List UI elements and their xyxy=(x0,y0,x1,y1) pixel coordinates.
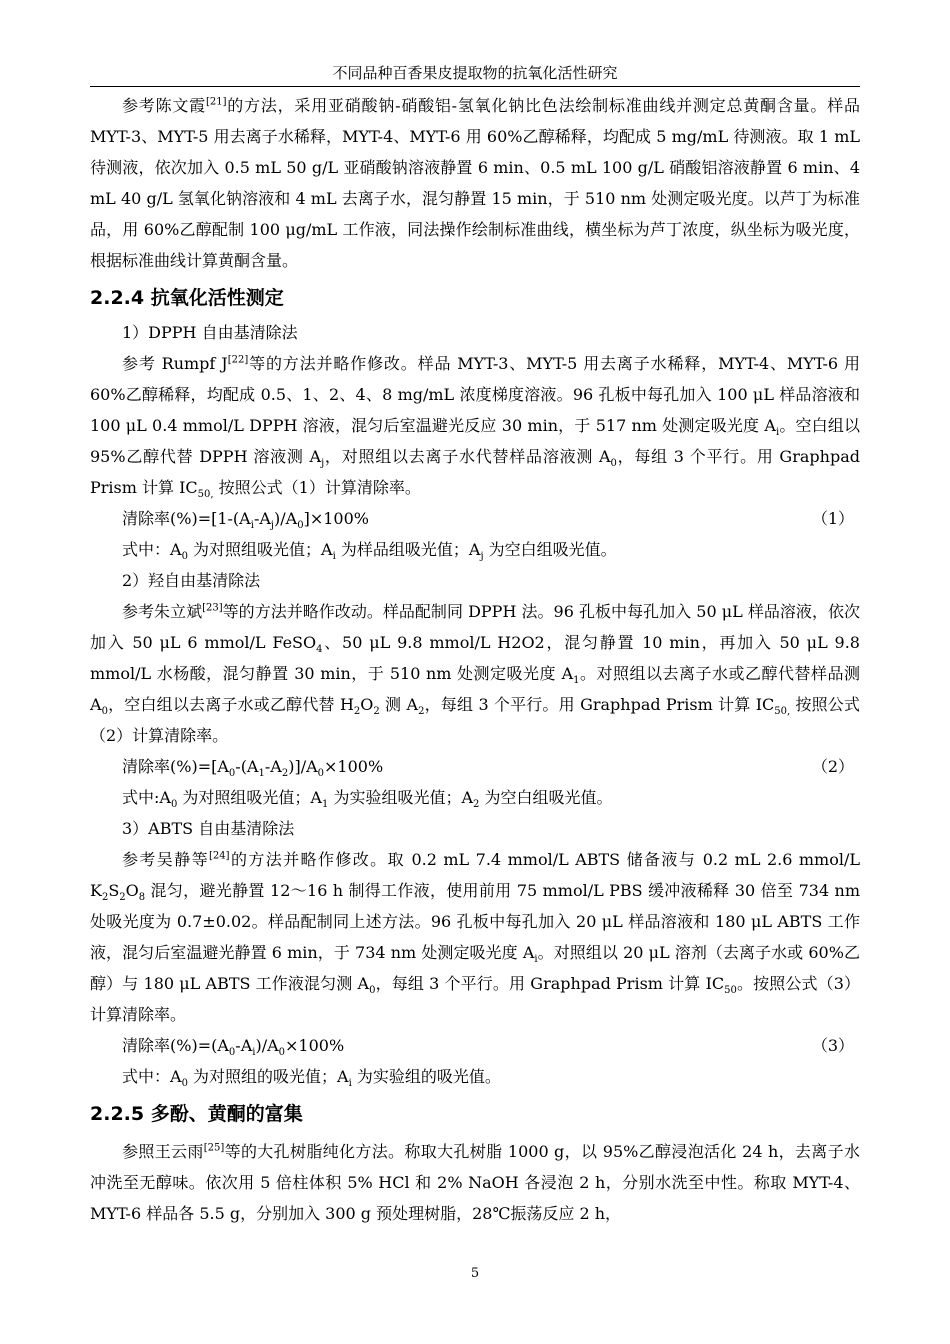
running-header: 不同品种百香果皮提取物的抗氧化活性研究 xyxy=(332,64,618,82)
text-run: S xyxy=(108,881,120,900)
text-run: ]×100% xyxy=(303,509,369,528)
subscript: 50 xyxy=(724,985,737,997)
paragraph xyxy=(90,1136,860,1229)
text-run: O xyxy=(125,881,139,900)
subscript: j xyxy=(321,458,325,470)
text-line xyxy=(90,534,860,565)
text-run: )]/A xyxy=(288,757,318,776)
subscript: 0 xyxy=(170,799,178,811)
subscript: i xyxy=(534,954,538,966)
subscript: j xyxy=(480,551,484,563)
text-run: 为实验组吸光值；A xyxy=(328,788,474,807)
text-run: 。空白组以 95%乙醇代替 DPPH 溶液测 A xyxy=(90,416,860,466)
text-run: 1）DPPH 自由基清除法 xyxy=(122,323,298,342)
subscript: j xyxy=(270,520,275,532)
text-run: 等的方法并略作修改。样品 MYT-3、MYT-5 用去离子水稀释，MYT-4、MYT-6 用 60%乙醇稀释，均配成 0.5、1、2、4、8 mg/mL 浓度梯度溶液。96 孔板中每孔加入 100 μL 样品溶液和 100 μL 0.4 mmol/L DPPH 溶液，混匀后室温避光反应 30 min，于 517 nm 处测定吸光度 A xyxy=(90,354,860,435)
subscript: 0 xyxy=(181,1078,188,1090)
citation-ref: [24] xyxy=(209,850,230,862)
subscript: 0 xyxy=(228,768,236,780)
text-run: 为对照组吸光值；A xyxy=(177,788,322,807)
text-line xyxy=(90,813,860,844)
subscript: i xyxy=(348,1078,352,1090)
subscript: 2 xyxy=(281,768,289,780)
citation-ref: [21] xyxy=(205,96,227,108)
text-run: 按照公式（1）计算清除率。 xyxy=(213,478,421,497)
text-run: 式中：A xyxy=(122,1067,182,1086)
text-line xyxy=(90,1061,860,1092)
citation-ref: [25] xyxy=(203,1142,225,1154)
paragraph xyxy=(90,348,860,503)
text-run: 清除率(%)=[1-(A xyxy=(122,509,251,528)
header-rule xyxy=(90,86,860,87)
text-run: 2）羟自由基清除法 xyxy=(122,571,261,590)
text-run: 参照王云雨 xyxy=(122,1142,204,1161)
text-run: 混匀，避光静置 12～16 h 制得工作液，使用前用 75 mmol/L PBS 缓冲液稀释 30 倍至 734 nm 处吸光度为 0.7±0.02。样品配制同上述方法。96 孔板中每孔加入 20 μL 样品溶液和 180 μL ABTS 工作液，混匀后室温避光静置 6 min，于 734 nm 处测定吸光度 A xyxy=(90,881,860,962)
text-run: 3）ABTS 自由基清除法 xyxy=(122,819,295,838)
text-run: ，空白组以去离子水或乙醇代替 H xyxy=(107,695,354,714)
text-run: 参考朱立斌 xyxy=(122,602,203,621)
equation-formula xyxy=(122,503,369,534)
equation-formula xyxy=(122,751,383,782)
subscript: 2 xyxy=(418,706,425,718)
equation-number: （3） xyxy=(811,1036,854,1055)
text-run: -A xyxy=(253,509,271,528)
citation-ref: [22] xyxy=(227,354,249,366)
text-run: 参考吴静等 xyxy=(122,850,210,869)
text-run: 。对照组以去离子水或乙醇代替样品测 A xyxy=(90,664,860,714)
subscript: 0 xyxy=(610,458,617,470)
subscript: 8 xyxy=(138,892,146,904)
text-run: ，每组 3 个平行。用 Graphpad Prism 计算 IC xyxy=(424,695,775,714)
subscript: 0 xyxy=(228,1047,236,1059)
subscript: 2 xyxy=(353,706,361,718)
subscript: i xyxy=(252,1047,256,1059)
section-heading xyxy=(90,1092,860,1136)
subscript: 1 xyxy=(573,675,580,687)
subscript: i xyxy=(775,427,780,439)
section-heading xyxy=(90,276,860,317)
text-run: O xyxy=(360,695,374,714)
text-run: 。按照公式（3）计算清除率。 xyxy=(90,974,860,1024)
subscript: 50, xyxy=(197,489,214,501)
equation xyxy=(90,503,860,534)
text-run: ×100% xyxy=(324,757,384,776)
text-line xyxy=(90,782,860,813)
text-run: 为空白组吸光值。 xyxy=(483,540,617,559)
text-run: 式中:A xyxy=(122,788,171,807)
subscript: 2 xyxy=(473,799,480,811)
page-number: 5 xyxy=(470,1266,480,1281)
subscript: 0 xyxy=(317,768,325,780)
text-run: 参考陈文霞 xyxy=(122,96,206,115)
subscript: 0 xyxy=(369,985,376,997)
equation-number: （1） xyxy=(811,509,854,528)
subscript: 1 xyxy=(321,799,329,811)
subscript: 0 xyxy=(181,551,188,563)
text-run: 清除率(%)=[A xyxy=(122,757,229,776)
text-run: 为空白组吸光值。 xyxy=(479,788,613,807)
text-run: 。对照组以 20 μL 溶剂（去离子水或 60%乙醇）与 180 μL ABTS 工作液混匀测 A xyxy=(90,943,860,993)
subscript: 0 xyxy=(278,1047,286,1059)
text-run: -A xyxy=(235,1036,253,1055)
text-run: 、50 μL 9.8 mmol/L H2O2，混匀静置 10 min，再加入 50 μL 9.8 mmol/L 水杨酸，混匀静置 30 min，于 510 nm 处测定吸光度 A xyxy=(90,633,860,683)
equation xyxy=(90,1030,860,1061)
text-run: 式中：A xyxy=(122,540,182,559)
text-run: 为对照组的吸光值；A xyxy=(187,1067,349,1086)
subscript: 0 xyxy=(297,520,304,532)
text-run: -(A xyxy=(235,757,259,776)
text-run: -A xyxy=(264,757,282,776)
subscript: 50, xyxy=(774,706,791,718)
citation-ref: [23] xyxy=(202,602,223,614)
subscript: 2 xyxy=(101,892,109,904)
equation-number: （2） xyxy=(811,757,854,776)
paragraph xyxy=(90,596,860,751)
text-run: 测 A xyxy=(379,695,419,714)
text-run: 等的大孔树脂纯化方法。称取大孔树脂 1000 g，以 95%乙醇浸泡活化 24 h，去离子水冲洗至无醇味。依次用 5 倍柱体积 5% HCl 和 2% NaOH 各浸泡 2 h，分别水洗至中性。称取 MYT-4、MYT-6 样品各 5.5 g，分别加入 300 g 预处理树脂，28℃振荡反应 2 h， xyxy=(90,1142,860,1223)
document-body xyxy=(90,90,860,1229)
text-run: )/A xyxy=(255,1036,279,1055)
text-run: 等的方法并略作改动。样品配制同 DPPH 法。96 孔板中每孔加入 50 μL 样品溶液，依次加入 50 μL 6 mmol/L FeSO xyxy=(90,602,860,652)
text-run: 参考 Rumpf J xyxy=(122,354,228,373)
subscript: 1 xyxy=(258,768,265,780)
text-run: 为实验组的吸光值。 xyxy=(351,1067,501,1086)
equation-formula xyxy=(122,1030,344,1061)
text-run: 2.2.4 抗氧化活性测定 xyxy=(90,287,284,309)
text-run: 为样品组吸光值；A xyxy=(335,540,481,559)
text-run: ×100% xyxy=(285,1036,345,1055)
paragraph xyxy=(90,90,860,276)
text-line xyxy=(90,317,860,348)
text-run: 2.2.5 多酚、黄酮的富集 xyxy=(90,1103,303,1125)
text-run: 的方法，采用亚硝酸钠-硝酸铝-氢氧化钠比色法绘制标准曲线并测定总黄酮含量。样品 MYT-3、MYT-5 用去离子水稀释，MYT-4、MYT-6 用 60%乙醇稀释，均配成 5 mg/mL 待测液。取 1 mL 待测液，依次加入 0.5 mL 50 g/L 亚硝酸钠溶液静置 6 min、0.5 mL 100 g/L 硝酸铝溶液静置 6 min、4 mL 40 g/L 氢氧化钠溶液和 4 mL 去离子水，混匀静置 15 min，于 510 nm 处测定吸光度。以芦丁为标准品，用 60%乙醇配制 100 μg/mL 工作液，同法操作绘制标准曲线，横坐标为芦丁浓度，纵坐标为吸光度，根据标准曲线计算黄酮含量。 xyxy=(90,96,860,270)
subscript: 4 xyxy=(316,644,323,656)
subscript: i xyxy=(332,551,336,563)
text-run: ，每组 3 个平行。用 Graphpad Prism 计算 IC xyxy=(375,974,725,993)
text-run: )/A xyxy=(274,509,298,528)
subscript: i xyxy=(250,520,254,532)
subscript: 2 xyxy=(373,706,380,718)
paragraph xyxy=(90,844,860,1030)
equation xyxy=(90,751,860,782)
text-run: 清除率(%)=(A xyxy=(122,1036,229,1055)
text-run: ，对照组以去离子水代替样品溶液测 A xyxy=(324,447,611,466)
text-run: 为对照组吸光值；A xyxy=(187,540,333,559)
subscript: 0 xyxy=(101,706,108,718)
text-run: 按照公式（2）计算清除率。 xyxy=(90,695,860,745)
text-run: ，每组 3 个平行。用 Graphpad Prism 计算 IC xyxy=(90,447,860,497)
text-run: 的方法并略作修改。取 0.2 mL 7.4 mmol/L ABTS 储备液与 0.2 mL 2.6 mmol/L K xyxy=(90,850,860,900)
text-line xyxy=(90,565,860,596)
subscript: 2 xyxy=(119,892,126,904)
